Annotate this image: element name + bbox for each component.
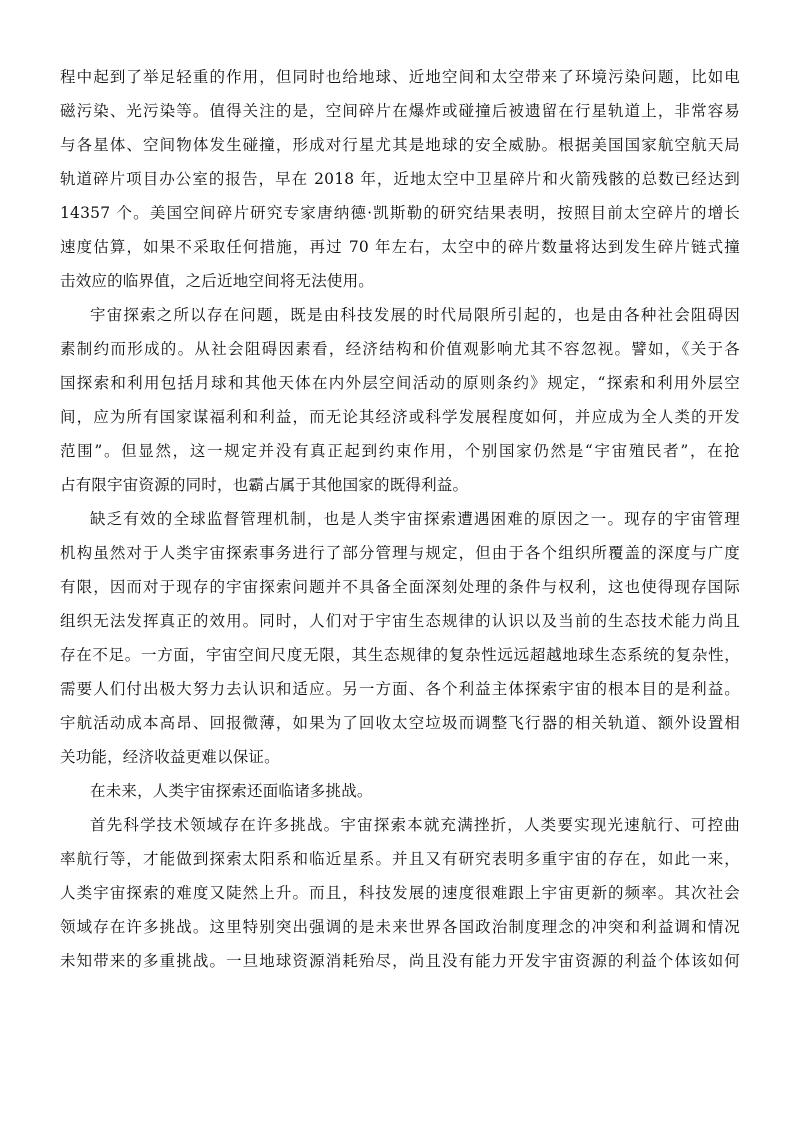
text-line: 需要人们付出极大努力去认识和适应。另一方面、各个利益主体探索宇宙的根本目的是利益。 [60, 680, 740, 698]
text-line: 率航行等，才能做到探索太阳系和临近星系。并且又有研究表明多重宇宙的存在，如此一来， [60, 850, 740, 868]
text-line: 间，应为所有国家谋福利和利益，而无论其经济或科学发展程度如何，并应成为全人类的开发 [60, 408, 740, 426]
text-line: 国探索和利用包括月球和其他天体在内外层空间活动的原则条约》规定，“探索和利用外层空 [60, 374, 740, 392]
text-line: 存在不足。一方面，宇宙空间尺度无限，其生态规律的复杂性远远超越地球生态系统的复杂性， [60, 646, 740, 664]
text-line: 缺乏有效的全球监督管理机制，也是人类宇宙探索遭遇困难的原因之一。现存的宇宙管理 [90, 510, 740, 528]
text-line: 在未来，人类宇宙探索还面临诸多挑战。 [90, 782, 373, 800]
text-line: 14357 个。美国空间碎片研究专家唐纳德·凯斯勒的研究结果表明，按照目前太空碎片的增长 [60, 204, 740, 222]
text-line: 轨道碎片项目办公室的报告，早在 2018 年，近地太空中卫星碎片和火箭残骸的总数已经达到 [60, 170, 740, 188]
text-line: 人类宇宙探索的难度又陡然上升。而且，科技发展的速度很难跟上宇宙更新的频率。其次社会 [60, 884, 740, 902]
text-line: 首先科学技术领域存在许多挑战。宇宙探索本就充满挫折，人类要实现光速航行、可控曲 [90, 816, 740, 834]
text-line: 关功能，经济收益更难以保证。 [60, 748, 280, 766]
text-line: 击效应的临界值，之后近地空间将无法使用。 [60, 272, 375, 290]
text-line: 有限，因而对于现存的宇宙探索问题并不具备全面深刻处理的条件与权利，这也使得现存国际 [60, 578, 740, 596]
text-line: 速度估算，如果不采取任何措施，再过 70 年左右，太空中的碎片数量将达到发生碎片链式撞 [60, 238, 740, 256]
text-line: 范围”。但显然，这一规定并没有真正起到约束作用，个别国家仍然是“宇宙殖民者”，在抢 [60, 442, 740, 460]
text-line: 素制约而形成的。从社会阻碍因素看，经济结构和价值观影响尤其不容忽视。譬如，《关于各 [60, 340, 740, 358]
text-line: 未知带来的多重挑战。一旦地球资源消耗殆尽，尚且没有能力开发宇宙资源的利益个体该如何 [60, 952, 740, 970]
text-line: 宇航活动成本高昂、回报微薄，如果为了回收太空垃圾而调整飞行器的相关轨道、额外设置相 [60, 714, 740, 732]
text-line: 占有限宇宙资源的同时，也霸占属于其他国家的既得利益。 [60, 476, 469, 494]
text-line: 宇宙探索之所以存在问题，既是由科技发展的时代局限所引起的，也是由各种社会阻碍因 [90, 306, 740, 324]
text-line: 与各星体、空间物体发生碰撞，形成对行星尤其是地球的安全威胁。根据美国国家航空航天局 [60, 136, 740, 154]
text-line: 组织无法发挥真正的效用。同时，人们对于宇宙生态规律的认识以及当前的生态技术能力尚且 [60, 612, 740, 630]
text-line: 磁污染、光污染等。值得关注的是，空间碎片在爆炸或碰撞后被遗留在行星轨道上，非常容易 [60, 102, 740, 120]
text-line: 机构虽然对于人类宇宙探索事务进行了部分管理与规定，但由于各个组织所覆盖的深度与广度 [60, 544, 740, 562]
text-line: 程中起到了举足轻重的作用，但同时也给地球、近地空间和太空带来了环境污染问题，比如电 [60, 68, 740, 86]
text-line: 领域存在许多挑战。这里特别突出强调的是未来世界各国政治制度理念的冲突和利益调和情况 [60, 918, 740, 936]
